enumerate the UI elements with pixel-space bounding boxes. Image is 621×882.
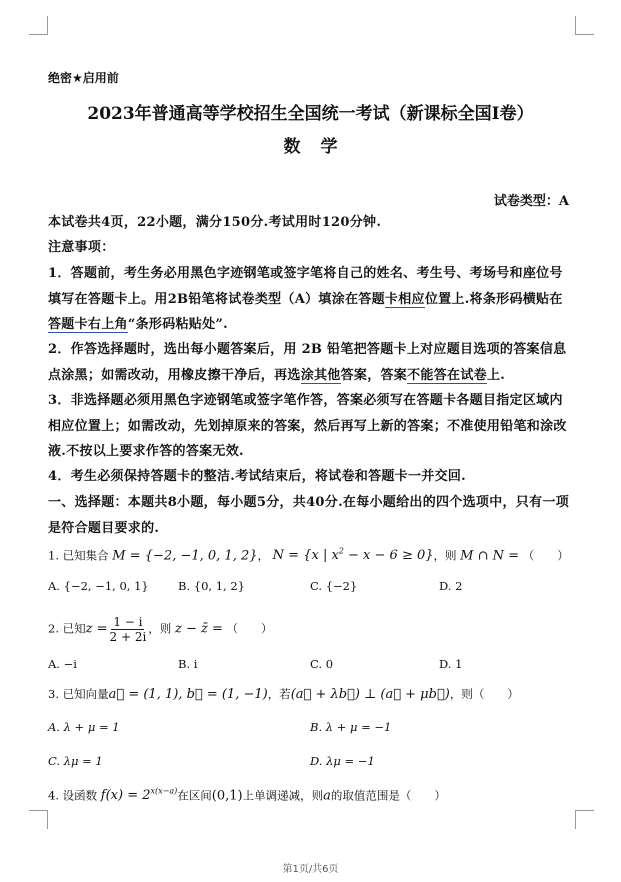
question-prefix: 2. 已知 <box>48 621 86 636</box>
notice-item-4: 4．考生必须保持答题卡的整洁.考试结束后，将试卷和答题卡一并交回. <box>48 469 466 484</box>
exam-intro: 本试卷共4页，22小题，满分150分.考试用时120分钟. <box>48 215 382 230</box>
math-exponent: 2 <box>338 547 344 556</box>
math-condition: (a⃗ + λb⃗) ⊥ (a⃗ + μb⃗) <box>290 687 450 702</box>
question-2 <box>48 615 273 644</box>
question-text: 上单调递减，则 <box>242 788 324 803</box>
option-3-c: C. λμ = 1 <box>48 754 103 768</box>
math-ask: M ∩ N = <box>460 548 520 564</box>
math-set-n <box>273 548 434 563</box>
option-1-b: B. {0, 1, 2} <box>178 579 245 593</box>
question-prefix: 3. 已知向量 <box>48 687 109 701</box>
notice-text: “条形码粘贴处”. <box>127 317 228 332</box>
section-heading: 一、选择题：本题共8小题，每小题5分，共40分.在每小题给出的四个选项中，只有一项是符合题目要求的. <box>48 495 570 536</box>
answer-paren: （ ） <box>522 548 569 563</box>
math-text: f(x) = 2 <box>100 788 151 804</box>
math-text: N = {x | x <box>272 548 339 564</box>
question-prefix: 4. 设函数 <box>48 788 98 803</box>
crop-mark-bottom-left <box>29 810 48 829</box>
separator: ， <box>257 548 270 563</box>
question-text: 的取值范围是 <box>330 788 400 803</box>
math-variable: a <box>323 788 331 804</box>
fraction-numerator: 1 − i <box>113 615 143 629</box>
question-1 <box>48 547 569 563</box>
question-text: ，若 <box>267 687 291 701</box>
question-prefix: 1. 已知集合 <box>48 548 109 563</box>
option-3-a: A. λ + μ = 1 <box>48 720 120 734</box>
question-text: 在区间 <box>177 788 212 803</box>
math-set-m: M = {−2, −1, 0, 1, 2} <box>112 548 258 564</box>
secret-mark: 绝密★启用前 <box>48 71 119 85</box>
option-2-a: A. −i <box>48 657 77 671</box>
subject-title: 数学 <box>283 137 358 157</box>
answer-paren: （ ） <box>399 788 446 803</box>
option-1-d: D. 2 <box>439 579 463 593</box>
crop-mark-bottom-right <box>575 810 594 829</box>
question-text: ，则 <box>433 548 457 563</box>
math-vectors: a⃗ = (1, 1), b⃗ = (1, −1) <box>108 687 268 702</box>
notice-text: 上. <box>486 367 506 383</box>
underlined-text: 答题卡右上角 <box>48 317 128 332</box>
page-footer: 第1页/共6页 <box>282 864 339 875</box>
option-2-c: C. 0 <box>310 657 334 671</box>
notice-heading: 注意事项： <box>48 240 115 255</box>
option-3-d: D. λμ = −1 <box>310 754 375 768</box>
exam-title: 2023年普通高等学校招生全国统一考试（新课标全国I卷） <box>87 104 534 124</box>
notice-text: 2．作答选择题时，选出每小题答案后，用 2B 铅笔把答题卡上对应题目选项的答案信息点涂黑；如需改动，用橡皮擦干净后，再选 <box>48 342 567 383</box>
crop-mark-top-right <box>575 16 594 35</box>
option-1-a: A. {−2, −1, 0, 1} <box>48 579 149 593</box>
math-text: − x − 6 ≥ 0} <box>343 548 434 564</box>
crop-mark-top-left <box>29 16 48 35</box>
question-text: ，则 <box>449 687 473 701</box>
paper-type: 试卷类型：A <box>493 194 569 209</box>
notice-text: 答案，答案 <box>340 367 408 383</box>
math-interval: (0,1) <box>211 788 243 804</box>
question-text: ，则 <box>148 621 172 636</box>
underlined-text: 涂其他 <box>300 367 341 383</box>
notice-text: 位置上.将条形码横贴在 <box>424 291 563 307</box>
question-4 <box>48 787 446 803</box>
option-3-b: B. λ + μ = −1 <box>310 720 392 734</box>
notice-item-2 <box>48 337 574 388</box>
math-ask: z − z̄ = <box>174 621 223 637</box>
option-1-c: C. {−2} <box>310 579 358 593</box>
math-fraction <box>110 615 147 644</box>
notice-text: 1．答题前，考生务必用黑色字迹钢笔或签字笔将自己的姓名、考生号、考场号和座位号填写在答题卡上。用2B铅笔将试卷类型（A）填涂在答题 <box>48 266 563 307</box>
notice-item-3: 3．非选择题必须用黑色字迹钢笔或签字笔作答，答案必须写在答题卡各题目指定区域内相应位置上；如需改动，先划掉原来的答案，然后再写上新的答案；不准使用铅笔和涂改液.不按以上要求作答的答案无效. <box>48 393 567 459</box>
math-exponent: x(x−a) <box>150 787 178 796</box>
math-z: z = <box>85 621 108 637</box>
notice-item-1 <box>48 261 574 338</box>
math-function <box>101 788 177 803</box>
question-3 <box>48 686 519 702</box>
fraction-denominator: 2 + 2i <box>109 630 147 644</box>
option-2-d: D. 1 <box>439 657 463 671</box>
option-2-b: B. i <box>178 657 198 671</box>
answer-paren: （ ） <box>472 687 519 701</box>
underlined-text: 不能答在试卷 <box>407 367 487 383</box>
underlined-text: 卡相应 <box>384 291 425 307</box>
answer-paren: （ ） <box>226 621 273 636</box>
